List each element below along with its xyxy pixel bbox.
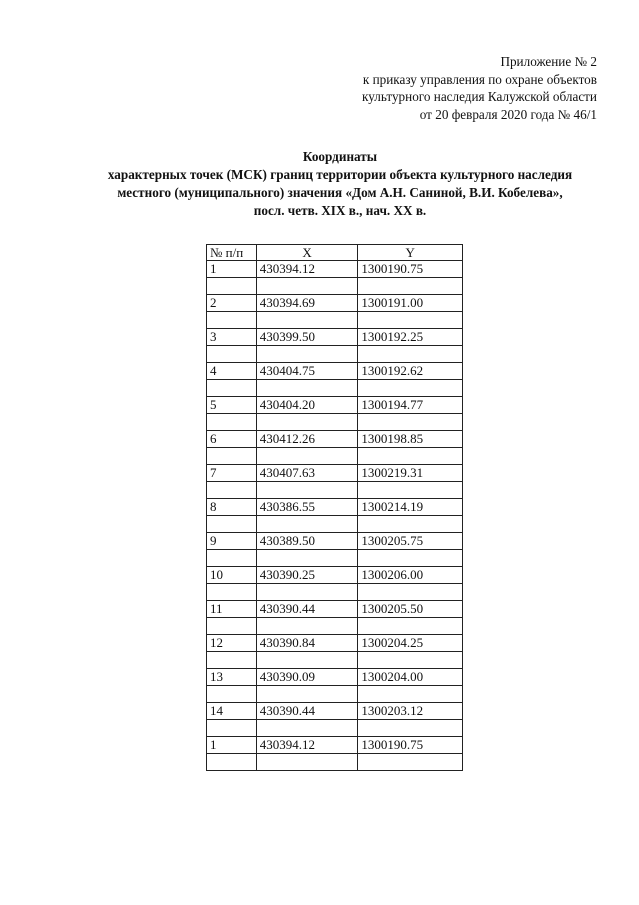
cell-x: 430390.44: [256, 601, 358, 618]
empty-cell: [256, 686, 358, 703]
table-row: [207, 465, 463, 482]
annex-line: к приказу управления по охране объектов: [362, 71, 597, 87]
cell-num: 9: [207, 533, 257, 550]
table-spacer-row: [207, 380, 463, 397]
table-spacer-row: [207, 618, 463, 635]
table-spacer-row: [207, 448, 463, 465]
cell-x: 430389.50: [256, 533, 358, 550]
cell-y: 1300204.00: [358, 669, 463, 686]
cell-x: 430399.50: [256, 329, 358, 346]
empty-cell: [358, 686, 463, 703]
empty-cell: [358, 380, 463, 397]
empty-cell: [256, 618, 358, 635]
cell-x: 430404.75: [256, 363, 358, 380]
table-row: [207, 601, 463, 618]
table-spacer-row: [207, 754, 463, 771]
empty-cell: [207, 550, 257, 567]
header-y: Y: [358, 245, 463, 261]
empty-cell: [207, 754, 257, 771]
empty-cell: [358, 414, 463, 431]
cell-num: 12: [207, 635, 257, 652]
cell-x: 430394.12: [256, 737, 358, 754]
table-spacer-row: [207, 584, 463, 601]
cell-y: 1300192.25: [358, 329, 463, 346]
empty-cell: [358, 448, 463, 465]
table-spacer-row: [207, 550, 463, 567]
header-x: X: [256, 245, 358, 261]
table-spacer-row: [207, 516, 463, 533]
table-row: [207, 567, 463, 584]
table-spacer-row: [207, 346, 463, 363]
empty-cell: [358, 652, 463, 669]
empty-cell: [358, 720, 463, 737]
empty-cell: [358, 618, 463, 635]
cell-x: 430412.26: [256, 431, 358, 448]
empty-cell: [207, 346, 257, 363]
table-spacer-row: [207, 686, 463, 703]
table-spacer-row: [207, 720, 463, 737]
cell-num: 7: [207, 465, 257, 482]
cell-num: 8: [207, 499, 257, 516]
empty-cell: [207, 312, 257, 329]
document-heading: [70, 148, 610, 220]
table-spacer-row: [207, 652, 463, 669]
heading-line: посл. четв. XIX в., нач. XX в.: [253, 203, 427, 218]
empty-cell: [256, 516, 358, 533]
cell-num: 6: [207, 431, 257, 448]
table-spacer-row: [207, 278, 463, 295]
table-row: [207, 737, 463, 754]
table-spacer-row: [207, 482, 463, 499]
empty-cell: [256, 652, 358, 669]
cell-x: 430394.69: [256, 295, 358, 312]
table-header-row: [207, 245, 463, 261]
empty-cell: [207, 686, 257, 703]
empty-cell: [256, 448, 358, 465]
empty-cell: [256, 754, 358, 771]
cell-num: 10: [207, 567, 257, 584]
cell-num: 1: [207, 737, 257, 754]
cell-num: 11: [207, 601, 257, 618]
empty-cell: [207, 720, 257, 737]
empty-cell: [256, 482, 358, 499]
empty-cell: [256, 550, 358, 567]
table-row: [207, 397, 463, 414]
cell-num: 14: [207, 703, 257, 720]
cell-x: 430390.44: [256, 703, 358, 720]
table-body: [207, 261, 463, 771]
annex-line: культурного наследия Калужской области: [362, 89, 597, 105]
cell-y: 1300205.50: [358, 601, 463, 618]
annex-line: Приложение № 2: [500, 54, 597, 69]
table-row: [207, 703, 463, 720]
cell-y: 1300206.00: [358, 567, 463, 584]
annex-line: от 20 февраля 2020 года № 46/1: [419, 106, 597, 122]
header-number: № п/п: [207, 245, 257, 261]
cell-y: 1300190.75: [358, 737, 463, 754]
cell-y: 1300204.25: [358, 635, 463, 652]
empty-cell: [256, 312, 358, 329]
cell-y: 1300205.75: [358, 533, 463, 550]
table-row: [207, 533, 463, 550]
heading-line: характерных точек (МСК) границ территории объекта культурного наследия: [107, 167, 573, 182]
cell-x: 430386.55: [256, 499, 358, 516]
empty-cell: [256, 584, 358, 601]
table-row: [207, 295, 463, 312]
cell-y: 1300214.19: [358, 499, 463, 516]
cell-num: 1: [207, 261, 257, 278]
cell-y: 1300191.00: [358, 295, 463, 312]
cell-num: 13: [207, 669, 257, 686]
empty-cell: [256, 380, 358, 397]
empty-cell: [358, 482, 463, 499]
coordinates-table: [206, 244, 463, 771]
empty-cell: [207, 516, 257, 533]
empty-cell: [358, 312, 463, 329]
table-row: [207, 669, 463, 686]
cell-x: 430390.09: [256, 669, 358, 686]
empty-cell: [207, 618, 257, 635]
empty-cell: [256, 720, 358, 737]
cell-x: 430390.25: [256, 567, 358, 584]
empty-cell: [358, 516, 463, 533]
cell-x: 430394.12: [256, 261, 358, 278]
empty-cell: [256, 278, 358, 295]
empty-cell: [256, 346, 358, 363]
empty-cell: [358, 584, 463, 601]
heading-line: местного (муниципального) значения «Дом А.Н. Саниной, В.И. Кобелева»,: [117, 185, 563, 200]
cell-y: 1300198.85: [358, 431, 463, 448]
table-spacer-row: [207, 414, 463, 431]
empty-cell: [207, 414, 257, 431]
cell-y: 1300194.77: [358, 397, 463, 414]
cell-y: 1300203.12: [358, 703, 463, 720]
annex-block: [297, 53, 597, 123]
table-row: [207, 329, 463, 346]
empty-cell: [358, 278, 463, 295]
empty-cell: [207, 584, 257, 601]
cell-x: 430407.63: [256, 465, 358, 482]
table-row: [207, 635, 463, 652]
cell-y: 1300219.31: [358, 465, 463, 482]
table-spacer-row: [207, 312, 463, 329]
document-title: Координаты: [302, 149, 378, 164]
cell-y: 1300192.62: [358, 363, 463, 380]
cell-x: 430404.20: [256, 397, 358, 414]
empty-cell: [207, 380, 257, 397]
cell-y: 1300190.75: [358, 261, 463, 278]
cell-num: 2: [207, 295, 257, 312]
empty-cell: [358, 346, 463, 363]
cell-x: 430390.84: [256, 635, 358, 652]
cell-num: 4: [207, 363, 257, 380]
empty-cell: [358, 550, 463, 567]
empty-cell: [256, 414, 358, 431]
table-row: [207, 431, 463, 448]
empty-cell: [358, 754, 463, 771]
table-row: [207, 363, 463, 380]
empty-cell: [207, 278, 257, 295]
table-row: [207, 499, 463, 516]
empty-cell: [207, 652, 257, 669]
cell-num: 5: [207, 397, 257, 414]
cell-num: 3: [207, 329, 257, 346]
table-row: [207, 261, 463, 278]
empty-cell: [207, 482, 257, 499]
empty-cell: [207, 448, 257, 465]
